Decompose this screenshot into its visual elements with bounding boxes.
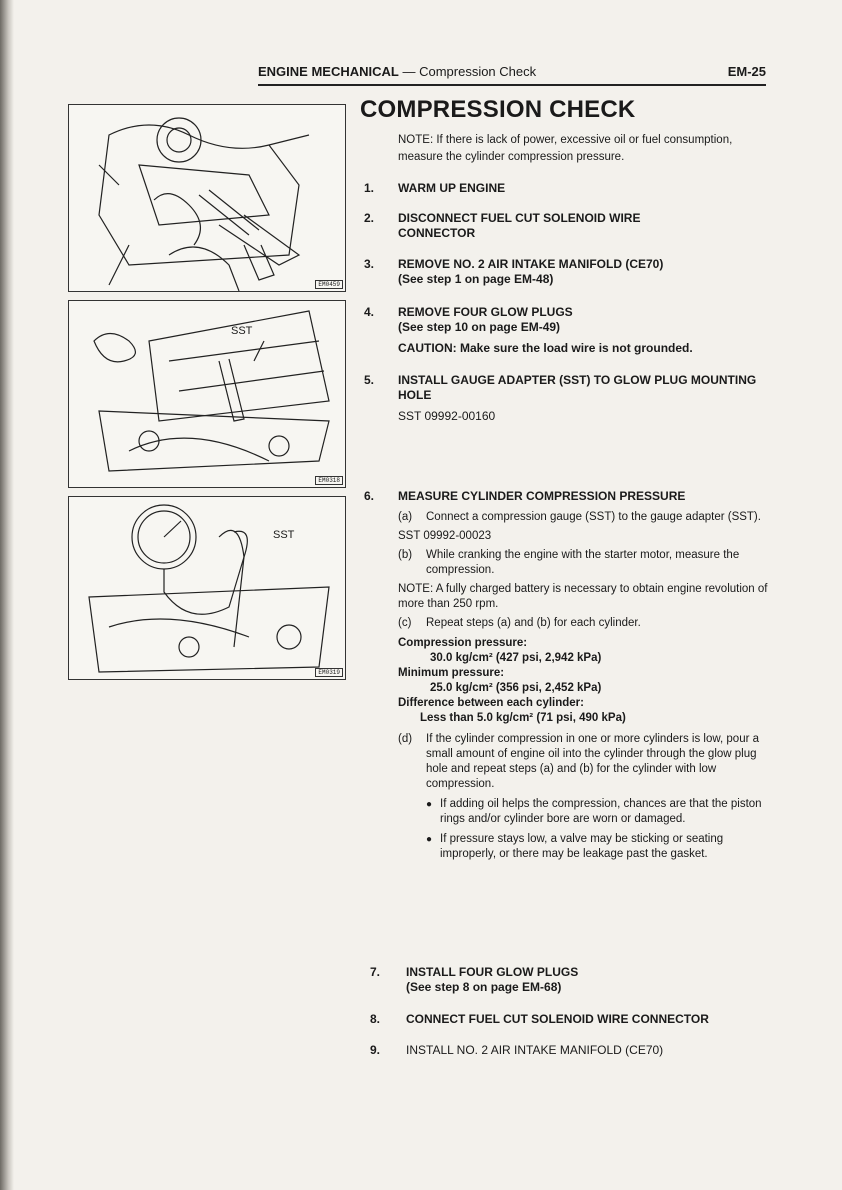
bullet-item: ● If pressure stays low, a valve may be sticking or seating improperly, or there may be leakage past the gasket. — [426, 833, 724, 860]
sst-label: SST — [273, 529, 295, 541]
substep-b: (b) While cranking the engine with the starter motor, measure the compression. — [398, 549, 740, 576]
caution-text: CAUTION: Make sure the load wire is not grounded. — [398, 341, 693, 355]
page-number: EM-25 — [727, 64, 766, 79]
substep-a: (a) Connect a compression gauge (SST) to the gauge adapter (SST). — [398, 511, 761, 523]
step-9: 9. INSTALL NO. 2 AIR INTAKE MANIFOLD (CE70) — [370, 1043, 664, 1057]
figure-solenoid-connector — [68, 104, 346, 292]
sst-number: SST 09992-00023 — [398, 530, 492, 542]
step-heading: REMOVE FOUR GLOW PLUGS — [398, 305, 573, 319]
step-heading: DISCONNECT FUEL CUT SOLENOID WIRE CONNECTOR — [398, 211, 641, 240]
compression-label: Compression pressure: — [398, 637, 528, 649]
substep-d: (d) If the cylinder compression in one or more cylinders is low, pour a small amount of engine oil into the cylinder through the glow plug hole and repeat steps (a) and (b) for the cylinder with low compression. ● If adding oil helps the compression, chances are that the piston rings and/or cylinder bore are worn or damaged. ● If pressure stays low, a valve may be sticking or seating improperly, or there may be leakage past the gasket. — [398, 732, 774, 862]
step-reference: (See step 8 on page EM-68) — [406, 980, 562, 994]
minimum-value: 25.0 kg/cm² (356 psi, 2,452 kPa) — [430, 682, 602, 694]
step-6: 6. MEASURE CYLINDER COMPRESSION PRESSURE (a) Connect a compression gauge (SST) to the gauge adapter (SST). SST 09992-00023 (b) While cranking the engine with the starter motor, measure the compression. NOTE: A fully charged battery is necessary to obtain engine revolution of more than 250 rpm. (c) Repeat steps (a) and (b) for each cylinder. Compression pressure: 30.0 kg/cm² (427 psi, 2,942 kPa) Minimum pressure: 25.0 kg/cm² (356 psi, 2,452 kPa) Difference between each cylinder: Less than 5.0 kg/cm² (71 psi, 490 kPa) (d) If the cylinder compression in one or more cylinders is low, pour a small amount of engine oil into the cylinder through the glow plug hole and repeat steps (a) and (b) for the cylinder with low compression. ● If adding oil helps the compression, chances are that the piston rings and/or cylinder bore are worn or damaged. ● If pressure stays low, a valve may be sticking or seating improperly, or there may be leakage past the gasket. — [364, 489, 774, 862]
engine-illustration-1 — [69, 105, 345, 291]
engine-illustration-2 — [69, 301, 345, 487]
step-heading: REMOVE NO. 2 AIR INTAKE MANIFOLD (CE70) — [398, 257, 664, 271]
sst-label: SST — [231, 325, 253, 337]
step-5: 5. INSTALL GAUGE ADAPTER (SST) TO GLOW PLUG MOUNTING HOLE SST 09992-00160 — [364, 373, 774, 424]
step-heading: INSTALL FOUR GLOW PLUGS — [406, 965, 579, 979]
header-section: ENGINE MECHANICAL — [258, 64, 399, 79]
battery-note: NOTE: A fully charged battery is necessary to obtain engine revolution of more than 250 rpm. — [398, 583, 768, 610]
bullet-item: ● If adding oil helps the compression, chances are that the piston rings and/or cylinder bore are worn or damaged. — [426, 798, 762, 825]
step-2: 2. DISCONNECT FUEL CUT SOLENOID WIRE CONNECTOR — [364, 211, 641, 240]
step-7: 7. INSTALL FOUR GLOW PLUGS (See step 8 on page EM-68) — [364, 965, 774, 995]
figure-code: EM0318 — [315, 476, 343, 485]
header-subsection: Compression Check — [419, 64, 537, 79]
step-1: 1. WARM UP ENGINE — [364, 181, 506, 195]
step-reference: (See step 1 on page EM-48) — [398, 272, 554, 286]
bullet-dot-icon: ● — [426, 799, 433, 810]
step-heading: INSTALL NO. 2 AIR INTAKE MANIFOLD (CE70) — [406, 1043, 664, 1057]
engine-illustration-3 — [69, 497, 345, 679]
minimum-label: Minimum pressure: — [398, 667, 505, 679]
page-binding-shadow — [0, 0, 14, 1190]
step-heading: MEASURE CYLINDER COMPRESSION PRESSURE — [398, 489, 686, 503]
substep-c: (c) Repeat steps (a) and (b) for each cylinder. — [398, 617, 641, 629]
page-header — [258, 62, 766, 86]
difference-label: Difference between each cylinder: — [398, 697, 584, 709]
step-heading: WARM UP ENGINE — [398, 181, 506, 195]
step-4: 4. REMOVE FOUR GLOW PLUGS (See step 10 on page EM-49) CAUTION: Make sure the load wire is not grounded. — [364, 305, 774, 356]
figure-code: EM0459 — [315, 280, 343, 289]
figure-code: EM0319 — [315, 668, 343, 677]
step-reference: (See step 10 on page EM-49) — [398, 320, 561, 334]
page-title: COMPRESSION CHECK — [360, 96, 636, 123]
figure-compression-gauge — [68, 496, 346, 680]
step-8: 8. CONNECT FUEL CUT SOLENOID WIRE CONNECTOR — [370, 1012, 709, 1026]
step-heading: INSTALL GAUGE ADAPTER (SST) TO GLOW PLUG MOUNTING HOLE — [398, 373, 757, 402]
sst-number: SST 09992-00160 — [398, 409, 496, 423]
step-heading: CONNECT FUEL CUT SOLENOID WIRE CONNECTOR — [406, 1012, 709, 1026]
intro-note: NOTE: If there is lack of power, excessive oil or fuel consumption, measure the cylinder compression pressure. — [398, 134, 733, 163]
bullet-dot-icon: ● — [426, 834, 433, 845]
header-dash: — — [398, 64, 420, 79]
step-3: 3. REMOVE NO. 2 AIR INTAKE MANIFOLD (CE70) (See step 1 on page EM-48) — [364, 257, 774, 287]
pressure-specs — [398, 636, 774, 726]
difference-value: Less than 5.0 kg/cm² (71 psi, 490 kPa) — [420, 712, 626, 724]
compression-value: 30.0 kg/cm² (427 psi, 2,942 kPa) — [430, 652, 602, 664]
figure-gauge-adapter — [68, 300, 346, 488]
